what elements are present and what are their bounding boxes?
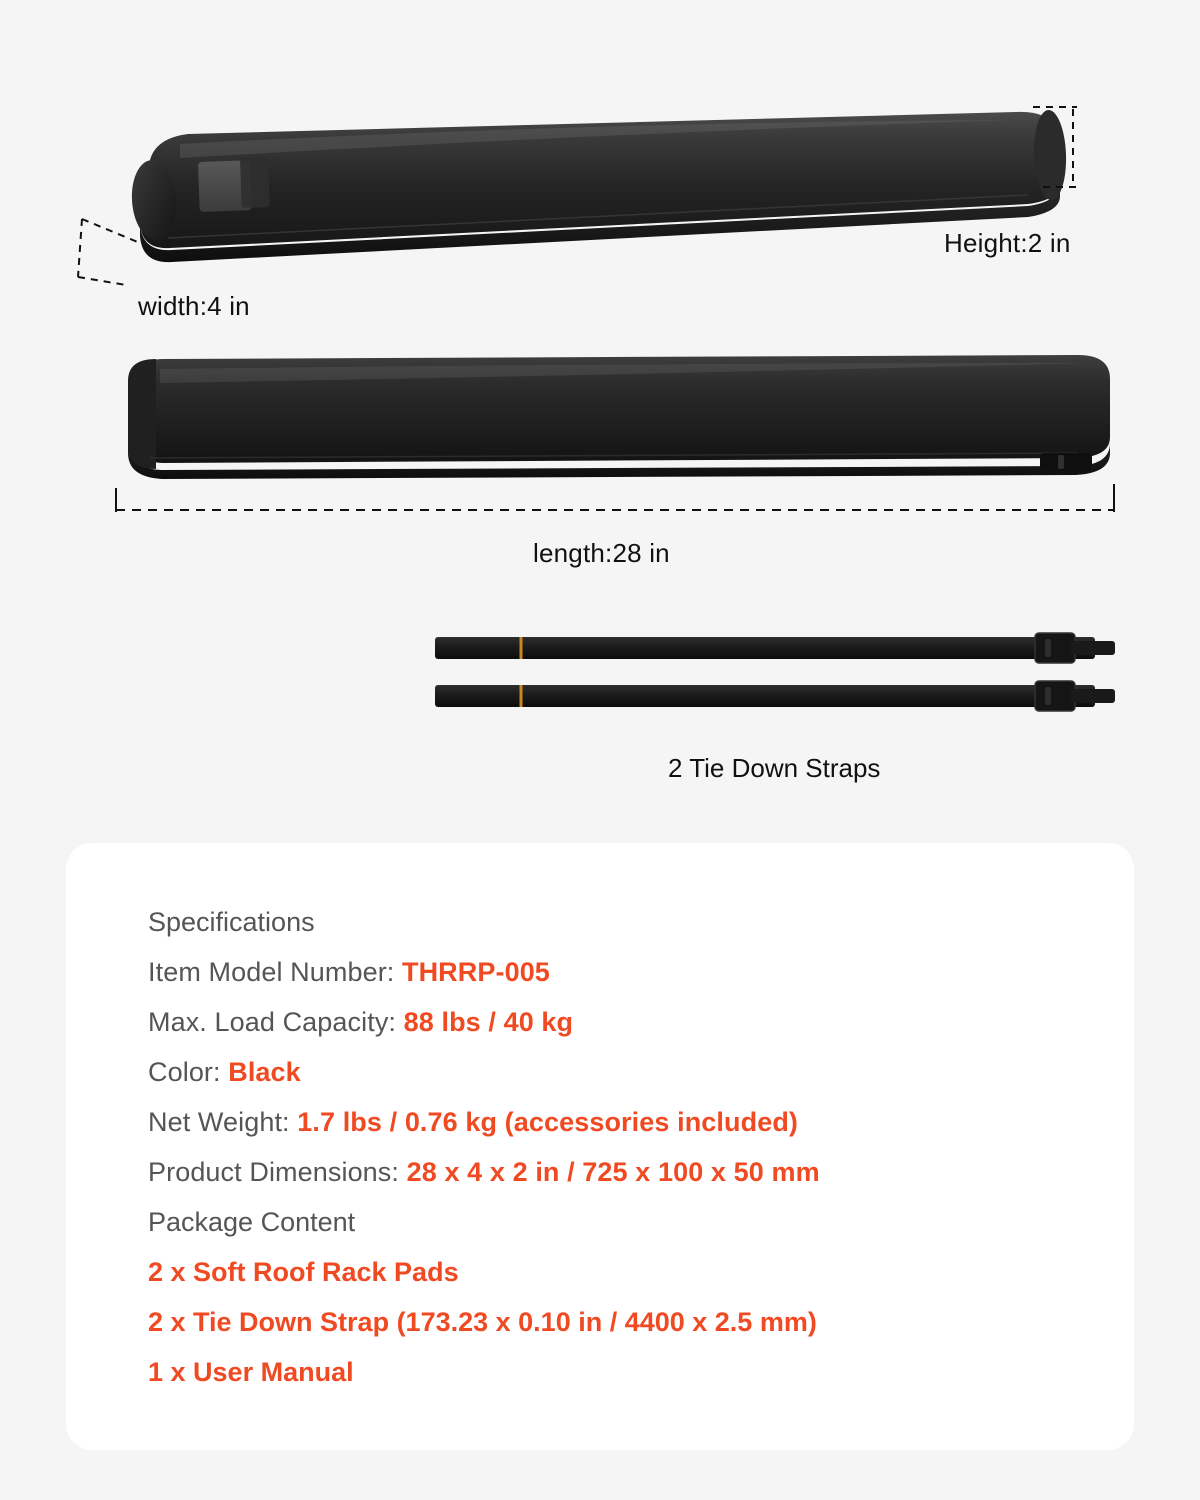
height-label: Height:2 in: [944, 228, 1071, 258]
tie-down-straps: [425, 625, 1125, 735]
spec-label-product-dimensions: Product Dimensions:: [148, 1157, 407, 1187]
spec-value-model: THRRP-005: [401, 957, 550, 987]
spec-value-net-weight: 1.7 lbs / 0.76 kg (accessories included): [297, 1107, 798, 1137]
spec-row-net-weight: [148, 1097, 1134, 1147]
straps-illustration: [425, 625, 1125, 735]
length-dimension-marker: [110, 470, 1120, 512]
pad-angled-illustration: [110, 100, 1110, 290]
straps-caption: 2 Tie Down Straps: [668, 753, 881, 783]
package-item-straps: 2 x Tie Down Strap (173.23 x 0.10 in / 4400 x 2.5 mm): [148, 1307, 817, 1337]
package-item-pads: 2 x Soft Roof Rack Pads: [148, 1257, 459, 1287]
spec-label-net-weight: Net Weight:: [148, 1107, 298, 1137]
length-label: length:28 in: [533, 538, 670, 568]
roof-rack-pad-straight-view: [110, 345, 1120, 490]
spec-row-color: [148, 1047, 1134, 1097]
pad-straight-illustration: [110, 345, 1120, 490]
width-label: width:4 in: [138, 291, 250, 321]
package-item-manual: 1 x User Manual: [148, 1357, 354, 1387]
roof-rack-pad-angled-view: [110, 100, 1070, 260]
spec-value-product-dimensions: 28 x 4 x 2 in / 725 x 100 x 50 mm: [406, 1157, 820, 1187]
spec-row-model: [148, 947, 1134, 997]
spec-row-product-dimensions: [148, 1147, 1134, 1197]
spec-row-load-capacity: [148, 997, 1134, 1047]
specifications-title: Specifications: [148, 907, 315, 937]
height-dimension-marker: [1015, 95, 1095, 245]
spec-value-color: Black: [228, 1057, 301, 1087]
specifications-card: [66, 843, 1134, 1450]
spec-label-color: Color:: [148, 1057, 229, 1087]
package-content-title: Package Content: [148, 1207, 356, 1237]
spec-value-load-capacity: 88 lbs / 40 kg: [403, 1007, 574, 1037]
spec-label-model: Item Model Number:: [148, 957, 402, 987]
spec-label-load-capacity: Max. Load Capacity:: [148, 1007, 404, 1037]
